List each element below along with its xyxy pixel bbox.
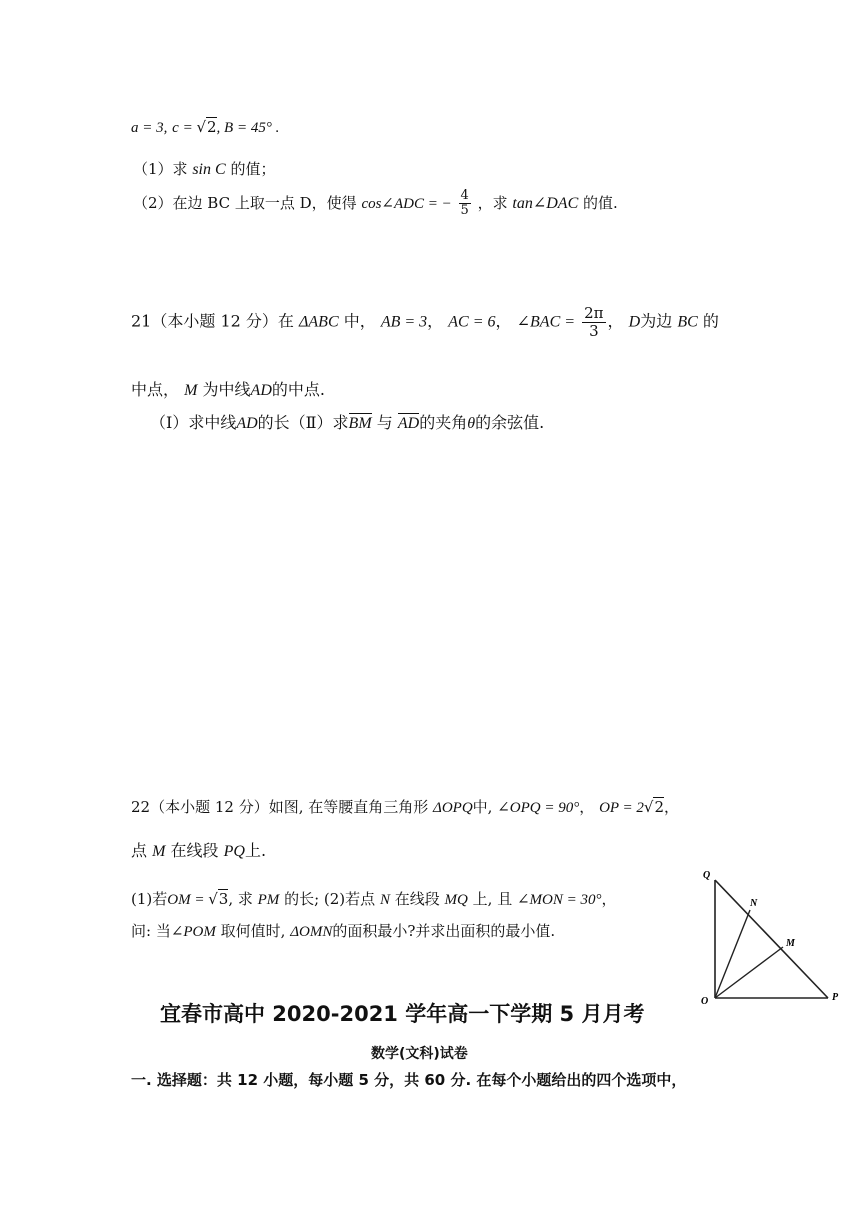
q22-line2 (131, 838, 266, 861)
q22-line1: 22（本小题 12 分）如图, 在等腰直角三角形 ΔOPQ中, ∠OPQ = 90°， OP = 2√2， (131, 798, 680, 816)
given-c: c = (172, 120, 197, 136)
q22-m: M (152, 843, 166, 860)
q21-ad: AD (250, 382, 272, 399)
q20-given: a = 3, c = √2, B = 45° . (131, 118, 280, 136)
exam-title: 宜春市高中 2020-2021 学年高一下学期 5 月月考 (160, 1002, 645, 1026)
q22-p1-a: (1)若 (131, 890, 168, 908)
q21-m: M (184, 382, 198, 399)
q21-de: 的 (702, 311, 719, 331)
part2-numerator: 4 (460, 188, 469, 203)
q21-with: 与 (376, 413, 393, 432)
q21-vector-bm: BM (348, 415, 372, 432)
q22-op-radicand: 2 (654, 798, 665, 816)
q22-p1-radicand: 3 (218, 890, 229, 908)
q22-p1-n: N (379, 892, 390, 908)
q22-part1: (1)若OM = √3, 求 PM 的长; (2)若点 N 在线段 MQ 上, 且 ∠MON = 30°， (131, 890, 617, 908)
q21-part-mid: 的长（Ⅱ）求 (257, 413, 349, 432)
q22-op: OP = 2 (599, 800, 644, 816)
part2-mid: ，求 (477, 193, 508, 212)
q22-p1-pm: PM (257, 892, 280, 908)
label-m: M (786, 938, 795, 949)
part1-suffix: 的值； (230, 160, 276, 178)
part2-denominator: 5 (460, 203, 469, 219)
q21-angle-fraction (582, 305, 605, 339)
section-heading: 一. 选择题：共 12 小题，每小题 5 分，共 60 分. 在每个小题给出的四个选项中， (131, 1071, 687, 1089)
q21-line2-b: 为中线 (202, 380, 251, 399)
q22-line2-a: 点 (131, 841, 148, 860)
q22-p1-mq: MQ (444, 892, 468, 908)
q21-ac: AC = 6 (448, 313, 496, 331)
q21-theta: θ (467, 415, 476, 432)
part2-prefix: （2）在边 BC 上取一点 D，使得 (133, 193, 357, 212)
q22-p1-c: 的长; (2)若点 (284, 890, 376, 908)
part2-fraction (459, 189, 471, 219)
q22-triangle: ΔOPQ (433, 800, 473, 816)
q22-p2-a: 问: 当 (131, 922, 171, 940)
q22-p2-c: 的面积最小?并求出面积的最小值. (332, 922, 556, 940)
q21-angle: ∠BAC = (516, 313, 576, 331)
q21-edge: 为边 (640, 311, 673, 331)
q22-p1-angle: ∠MON = 30° (516, 892, 602, 908)
q22-p1-om: OM = (167, 892, 209, 908)
q21-angle-numerator: 2π (584, 304, 604, 322)
q22-in: 中, (472, 798, 493, 816)
q21-ab: AB = 3 (380, 313, 428, 331)
q20-part2 (133, 189, 618, 219)
exam-subtitle: 数学(文科)试卷 (371, 1046, 468, 1062)
q21-bc: BC (677, 313, 698, 331)
q21-line2-a: 中点， (131, 380, 180, 399)
label-p: P (832, 992, 839, 1003)
q22-p2-angle: ∠POM (170, 924, 216, 940)
q21-vector-ad: AD (397, 415, 420, 432)
q21-part-ad: AD (236, 415, 258, 432)
label-n: N (750, 898, 758, 909)
q21-angle-text: 的夹角 (419, 413, 468, 432)
q21-parts (150, 410, 544, 433)
q22-p2-triangle: ΔOMN (290, 924, 333, 940)
part2-suffix: 的值. (583, 193, 618, 212)
given-b: , B = 45° . (216, 120, 280, 136)
q22-p1-e: 上, 且 (472, 890, 513, 908)
given-a: a = 3, (131, 120, 168, 136)
q21-part-suffix: 的余弦值. (475, 413, 545, 432)
q21-line1: 21（本小题 12 分）在 ΔABC 中， AB = 3， AC = 6， ∠BAC = $\frac{2\pi}{3}$ ， D为边 BC 的 (131, 304, 719, 340)
segment-qp (715, 880, 828, 998)
label-o: O (701, 996, 709, 1007)
q22-line2-c: 上. (244, 841, 267, 860)
q22-pq: PQ (223, 843, 245, 860)
q21-part-prefix: （Ⅰ）求中线 (150, 413, 237, 432)
q22-line2-b: 在线段 (170, 841, 219, 860)
q21-line2-c: 的中点. (271, 380, 325, 399)
q22-p1-b: , 求 (228, 890, 253, 908)
part1-prefix: （1）求 (133, 160, 188, 178)
q21-line2 (131, 377, 325, 400)
part1-expr: sin C (192, 161, 226, 178)
label-q: Q (703, 870, 711, 881)
q21-angle-denominator: 3 (589, 321, 599, 340)
q21-triangle: ΔABC (299, 313, 339, 331)
q22-angle: ∠OPQ = 90° (497, 800, 580, 816)
q20-part1 (133, 158, 275, 179)
q22-p1-d: 在线段 (394, 890, 440, 908)
q21-head: 21（本小题 12 分）在 (131, 311, 294, 331)
q21-d: D (628, 313, 641, 331)
q22-head: 22（本小题 12 分）如图, 在等腰直角三角形 (131, 798, 429, 816)
triangle-figure (695, 860, 850, 1015)
q22-p2-b: 取何值时, (220, 922, 286, 940)
q22-part2 (131, 920, 555, 941)
part2-cos: cos∠ADC = − (361, 195, 452, 212)
part2-tan: tan∠DAC (512, 194, 579, 212)
q21-in: 中， (343, 311, 376, 331)
given-c-radicand: 2 (207, 118, 217, 136)
